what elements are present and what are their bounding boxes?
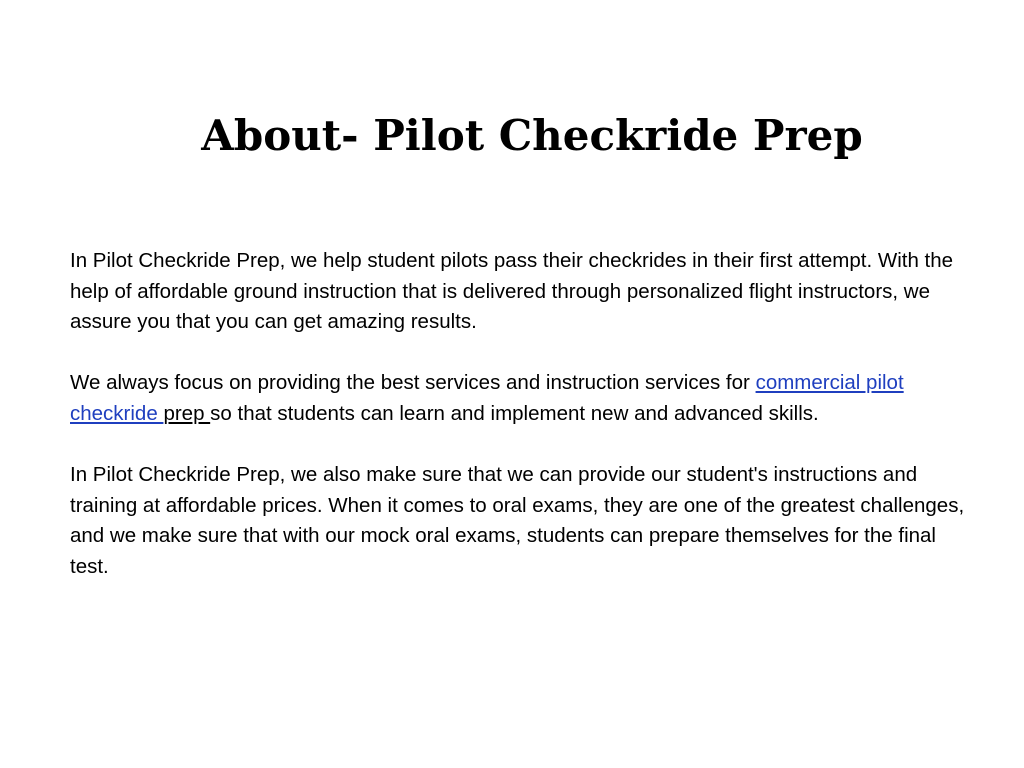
paragraph-pricing: In Pilot Checkride Prep, we also make sure that we can provide our student's instructions and training at affordable prices. When it comes to oral exams, they are one of the greatest challenges, and we make sure that with our mock oral exams, students can prepare themselves for the final test.: [70, 463, 965, 578]
body-text: [70, 246, 970, 613]
prep-underlined-text: prep: [163, 401, 211, 425]
paragraph-services-tail: so that students can learn and implement new and advanced skills.: [210, 401, 819, 425]
paragraph-intro: In Pilot Checkride Prep, we help student pilots pass their checkrides in their first attempt. With the help of affordable ground instruction that is delivered through personalized flight instructors, we assure you that you can get amazing results.: [70, 249, 954, 334]
paragraph-services-lead: We always focus on providing the best services and instruction services for: [70, 371, 756, 395]
paragraph-services: [70, 368, 970, 429]
commercial-pilot-checkride-link[interactable]: commercial pilot checkride: [70, 371, 904, 425]
page-title: About- Pilot Checkride Prep: [201, 111, 863, 160]
